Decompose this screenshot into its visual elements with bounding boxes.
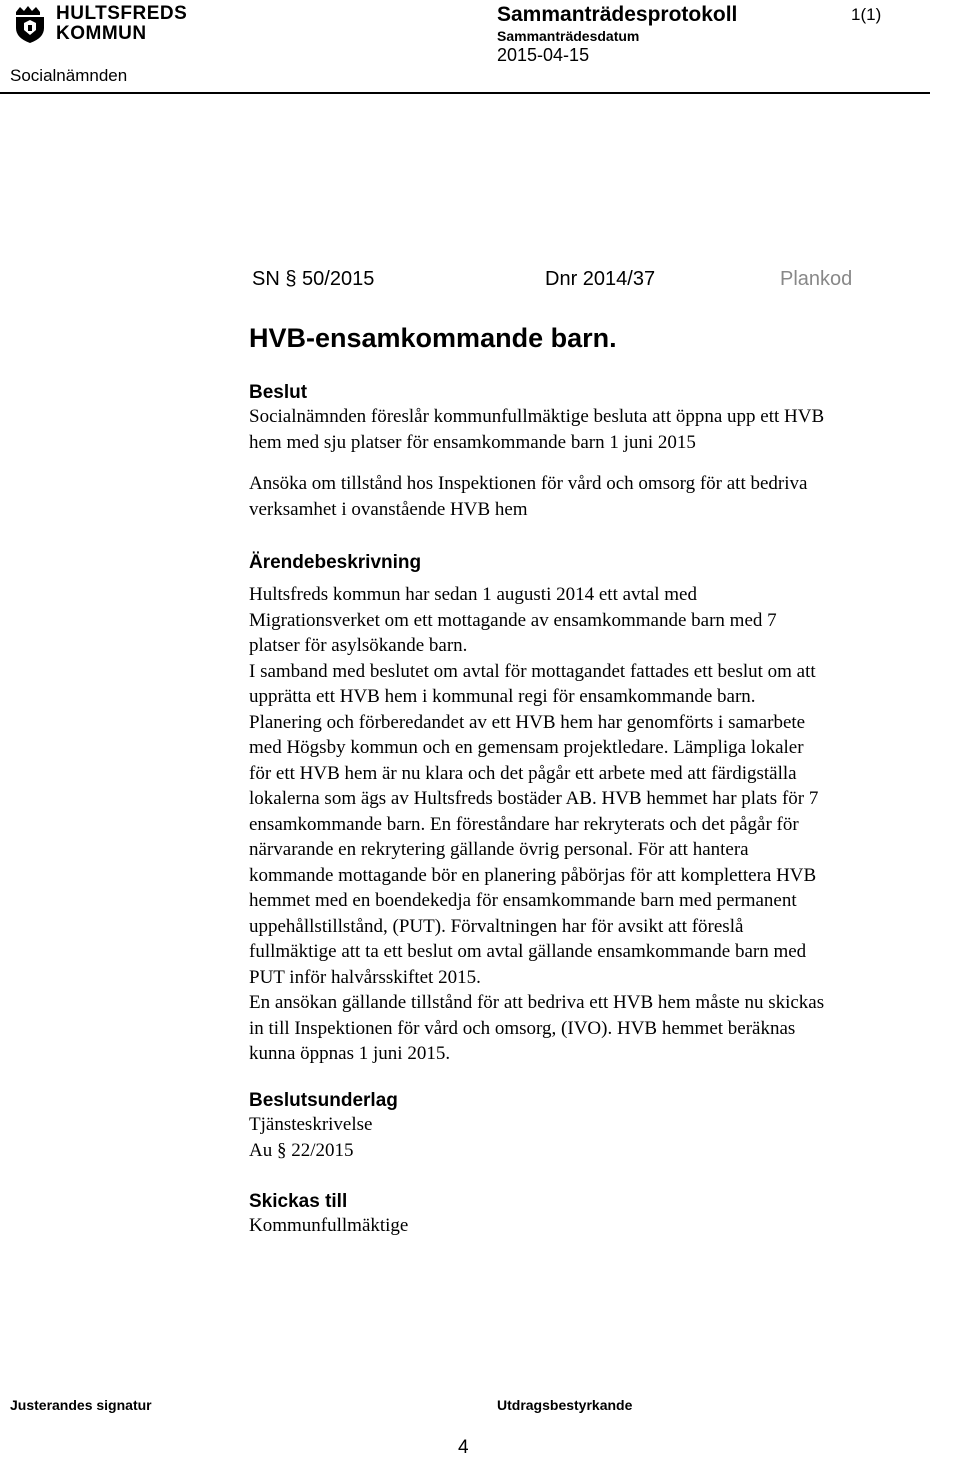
beslut-paragraph-2 (249, 471, 929, 522)
doc-type: Sammanträdesprotokoll (497, 3, 738, 26)
case-number: SN § 50/2015 (252, 268, 375, 290)
text-line: I samband med beslutet om avtal för mottagandet fattades ett beslut om att (249, 660, 816, 682)
text-line: ensamkommande barn. En föreståndare har rekryterats och det pågår för (249, 813, 799, 835)
dnr: Dnr 2014/37 (545, 268, 656, 290)
municipality-logo (12, 3, 188, 44)
skickas-heading: Skickas till (249, 1191, 348, 1212)
meeting-date: 2015-04-15 (497, 45, 590, 65)
logo-line-1: HULTSFREDS (56, 3, 188, 24)
text-line: närvarande en rekrytering gällande övrig personal. För att hantera (249, 839, 749, 860)
recipient: Kommunfullmäktige (249, 1215, 409, 1236)
org-name: Socialnämnden (10, 66, 128, 85)
beslut-section (249, 382, 929, 522)
text-line: PUT inför halvårsskiftet 2015. (249, 966, 481, 988)
arende-section (249, 552, 929, 1067)
text-line: Planering och förberedandet av ett HVB hem har genomförts i samarbete (249, 711, 806, 733)
text-line: lokalerna som ägs av Hultsfreds bostäder AB. HVB hemmet har plats för 7 (249, 788, 819, 809)
arende-body (249, 582, 929, 1067)
text-line: hemmet med en boendekedja för ensamkommande barn med permanent (249, 890, 797, 911)
page-number: 4 (458, 1437, 469, 1458)
text-line: Ansöka om tillstånd hos Inspektionen för vård och omsorg för att bedriva (249, 473, 808, 494)
text-line: kunna öppnas 1 juni 2015. (249, 1043, 451, 1064)
page-count: 1(1) (851, 5, 882, 24)
text-line: upprätta ett HVB hem i kommunal regi för ensamkommande barn. (249, 686, 756, 707)
text-line: Migrationsverket om ett mottagande av ensamkommande barn med 7 (249, 609, 777, 631)
case-title: HVB-ensamkommande barn. (249, 323, 617, 353)
text-line: verksamhet i ovanstående HVB hem (249, 498, 528, 520)
underlag-item: Tjänsteskrivelse (249, 1114, 373, 1135)
text-line: En ansökan gällande tillstånd för att bedriva ett HVB hem måste nu skickas (249, 992, 825, 1013)
beslut-paragraph-1 (249, 404, 929, 455)
text-line: för ett HVB hem är nu klara och det pågår ett arbete med att färdigställa (249, 762, 797, 784)
header-divider (0, 92, 930, 94)
text-line: Hultsfreds kommun har sedan 1 augusti 2014 ett avtal med (249, 584, 697, 605)
text-line: hem med sju platser för ensamkommande barn 1 juni 2015 (249, 431, 696, 453)
arende-heading: Ärendebeskrivning (249, 552, 422, 573)
underlag-item: Au § 22/2015 (249, 1139, 354, 1161)
text-line: platser för asylsökande barn. (249, 635, 468, 656)
text-line: kommande mottagande bör en planering påbörjas för att komplettera HVB (249, 864, 817, 886)
underlag-section (249, 1090, 929, 1163)
text-line: in till Inspektionen för vård och omsorg, (IVO). HVB hemmet beräknas (249, 1017, 796, 1039)
logo-line-2: KOMMUN (56, 23, 147, 44)
plankod: Plankod (780, 268, 853, 290)
skickas-section (249, 1191, 929, 1239)
beslut-heading: Beslut (249, 382, 308, 403)
date-label: Sammanträdesdatum (497, 28, 640, 44)
text-line: med Högsby kommun och en gemensam projektledare. Lämpliga lokaler (249, 737, 804, 758)
justerandes-signatur-label: Justerandes signatur (10, 1397, 152, 1413)
crown-shield-icon (12, 4, 48, 44)
text-line: uppehållstillstånd, (PUT). Förvaltningen har för avsikt att föreslå (249, 915, 744, 937)
text-line: Socialnämnden föreslår kommunfullmäktige besluta att öppna upp ett HVB (249, 406, 825, 427)
text-line: fullmäktige att ta ett beslut om avtal gällande ensamkommande barn med (249, 941, 807, 962)
utdragsbestyrkande-label: Utdragsbestyrkande (497, 1397, 633, 1413)
underlag-heading: Beslutsunderlag (249, 1090, 398, 1111)
